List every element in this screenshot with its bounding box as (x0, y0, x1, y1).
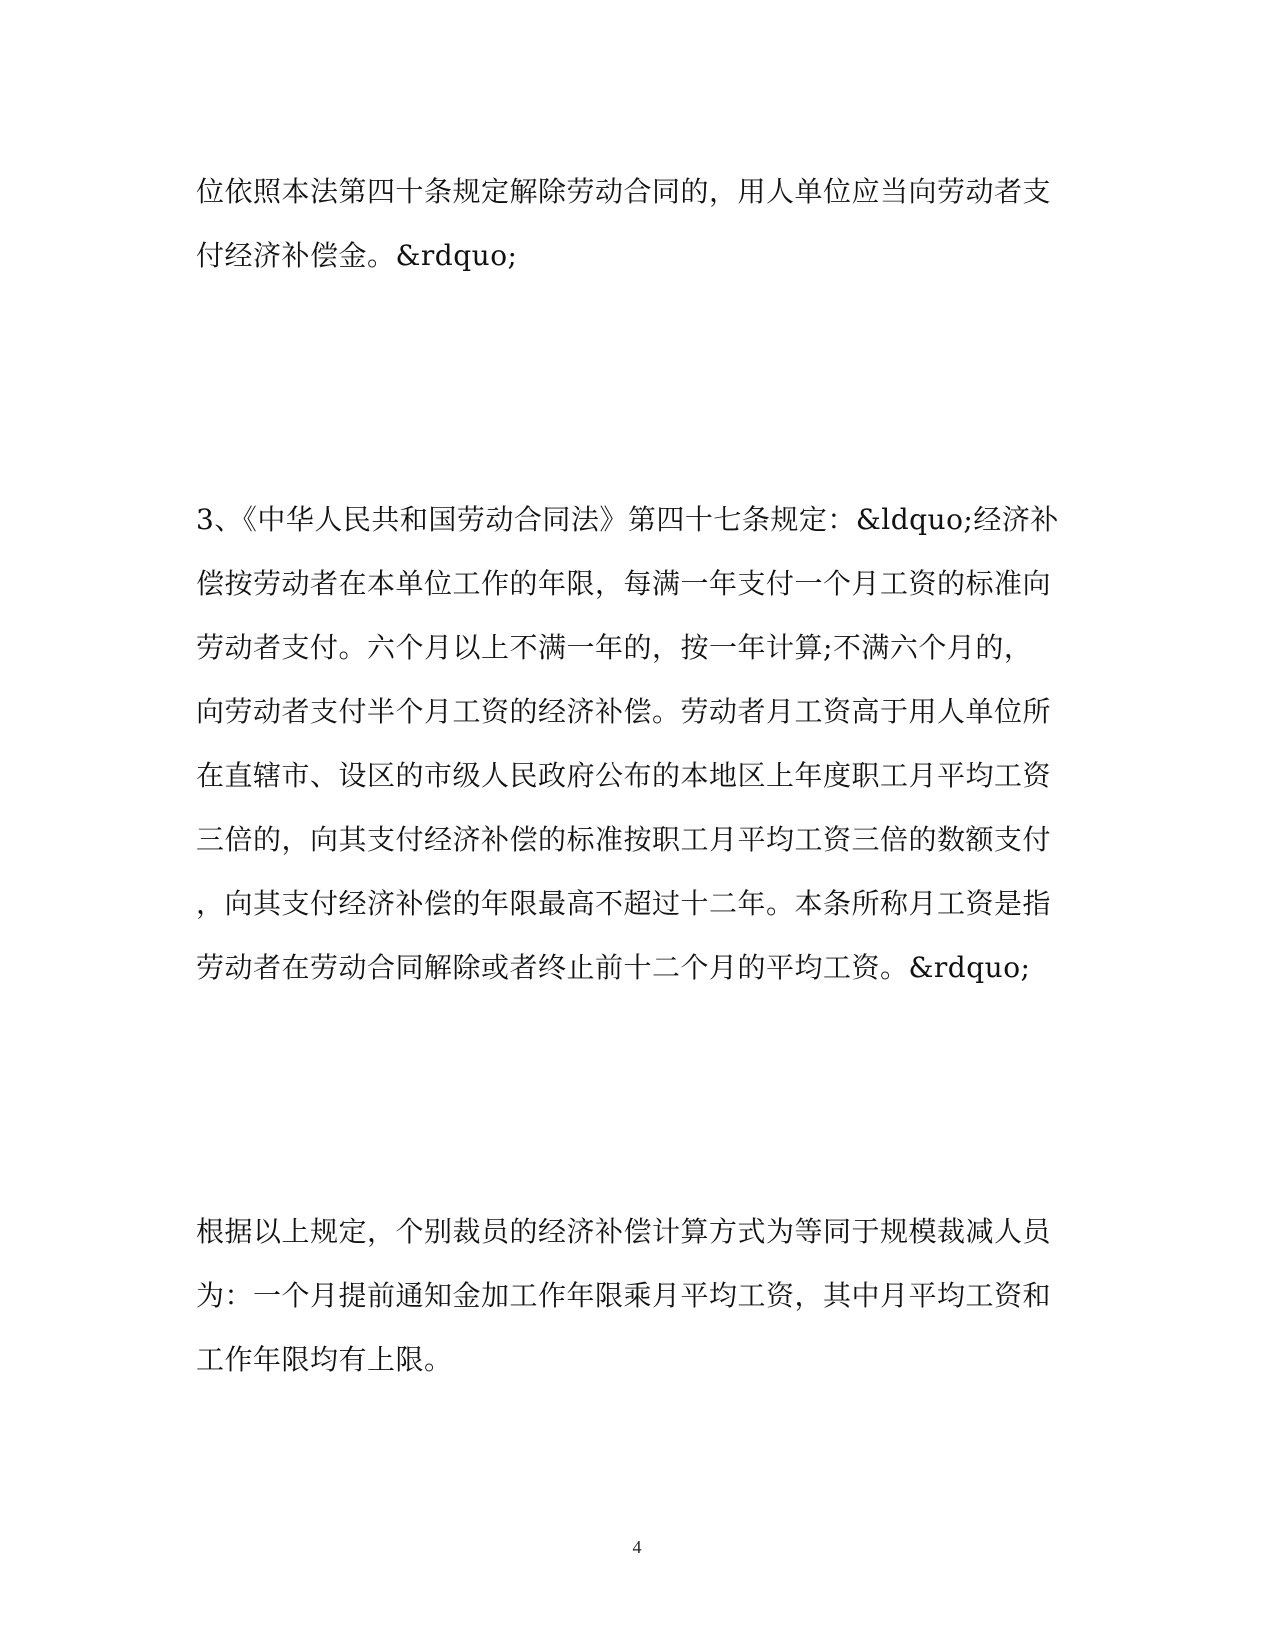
page-number: 4 (632, 1537, 642, 1557)
text-line: 在直辖市、设区的市级人民政府公布的本地区上年度职工月平均工资 (196, 759, 1052, 792)
text-line: 位依照本法第四十条规定解除劳动合同的，用人单位应当向劳动者支 (196, 175, 1052, 208)
text-line: 工作年限均有上限。 (196, 1343, 453, 1376)
paragraph-conclusion (196, 1200, 1076, 1392)
text-line: 根据以上规定，个别裁员的经济补偿计算方式为等同于规模裁减人员 (196, 1215, 1052, 1248)
text-line: ，向其支付经济补偿的年限最高不超过十二年。本条所称月工资是指 (196, 887, 1052, 920)
text-line: 偿按劳动者在本单位工作的年限，每满一年支付一个月工资的标准向 (196, 567, 1052, 600)
text-line: 劳动者支付。六个月以上不满一年的，按一年计算;不满六个月的， (196, 631, 1033, 664)
text-line: 劳动者在劳动合同解除或者终止前十二个月的平均工资。&rdquo; (196, 951, 1031, 984)
paragraph-article-47 (196, 488, 1076, 1000)
text-line: 为：一个月提前通知金加工作年限乘月平均工资，其中月平均工资和 (196, 1279, 1052, 1312)
text-line: 向劳动者支付半个月工资的经济补偿。劳动者月工资高于用人单位所 (196, 695, 1052, 728)
text-line: 3、《中华人民共和国劳动合同法》第四十七条规定：&ldquo;经济补 (196, 503, 1059, 536)
paragraph-compensation-obligation (196, 160, 1076, 288)
text-line: 付经济补偿金。&rdquo; (196, 239, 518, 272)
text-line: 三倍的，向其支付经济补偿的标准按职工月平均工资三倍的数额支付 (196, 823, 1052, 856)
